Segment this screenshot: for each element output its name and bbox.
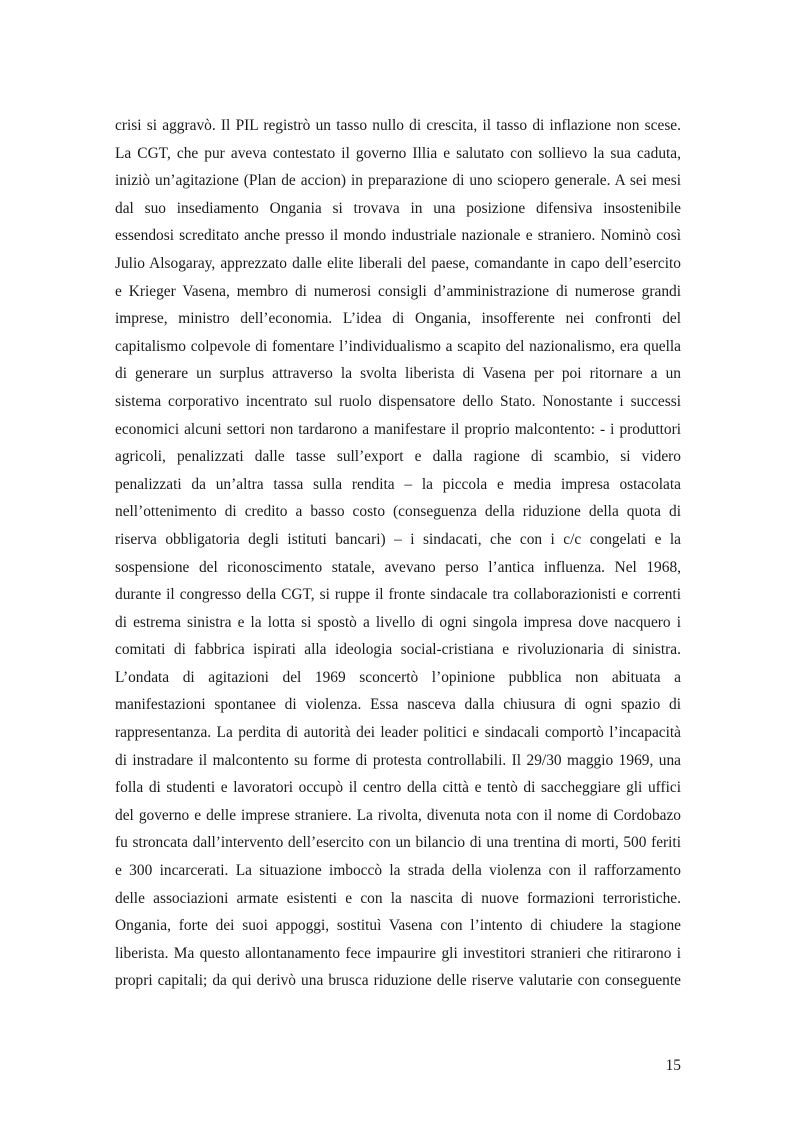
- text-line: del governo e delle imprese straniere. La rivolta, divenuta nota con il nome di Cordobazo: [115, 806, 681, 824]
- text-line: imprese, ministro dell’economia. L’idea di Ongania, insofferente nei confronti del: [115, 310, 681, 328]
- text-line: essendosi screditato anche presso il mondo industriale nazionale e straniero. Nominò così: [115, 227, 681, 245]
- text-line: dal suo insediamento Ongania si trovava in una posizione difensiva insostenibile: [115, 199, 681, 217]
- text-line: La CGT, che pur aveva contestato il governo Illia e salutato con sollievo la sua caduta,: [115, 144, 681, 162]
- text-line: di instradare il malcontento su forme di protesta controllabili. Il 29/30 maggio 1969, una: [115, 751, 681, 769]
- text-line: liberista. Ma questo allontanamento fece impaurire gli investitori stranieri che ritirarono i: [115, 944, 681, 962]
- text-line: sospensione del riconoscimento statale, avevano perso l’antica influenza. Nel 1968,: [115, 558, 681, 576]
- text-line: capitalismo colpevole di fomentare l’individualismo a scapito del nazionalismo, era quella: [115, 337, 681, 355]
- text-line: e 300 incarcerati. La situazione imboccò la strada della violenza con il rafforzamento: [115, 862, 681, 880]
- text-line: L’ondata di agitazioni del 1969 sconcertò l’opinione pubblica non abituata a: [115, 668, 681, 686]
- text-line: sistema corporativo incentrato sul ruolo dispensatore dello Stato. Nonostante i successi: [115, 392, 681, 410]
- text-line: delle associazioni armate esistenti e con la nascita di nuove formazioni terroristiche.: [115, 889, 681, 907]
- body-paragraph: [115, 112, 681, 995]
- text-line: di generare un surplus attraverso la svolta liberista di Vasena per poi ritornare a un: [115, 365, 681, 383]
- text-line: agricoli, penalizzati dalle tasse sull’export e dalla ragione di scambio, si videro: [115, 448, 681, 466]
- text-line: propri capitali; da qui derivò una brusca riduzione delle riserve valutarie con conseguente: [115, 972, 681, 990]
- text-line: di estrema sinistra e la lotta si spostò a livello di ogni singola impresa dove nacquero i: [115, 613, 681, 631]
- text-line: nell’ottenimento di credito a basso costo (conseguenza della riduzione della quota di: [115, 503, 681, 521]
- text-line: crisi si aggravò. Il PIL registrò un tasso nullo di crescita, il tasso di inflazione non scese.: [115, 117, 681, 134]
- text-line: comitati di fabbrica ispirati alla ideologia social-cristiana e rivoluzionaria di sinistra.: [115, 641, 681, 659]
- text-line: riserva obbligatoria degli istituti bancari) – i sindacati, che con i c/c congelati e la: [115, 530, 681, 548]
- text-line: durante il congresso della CGT, si ruppe il fronte sindacale tra collaborazionisti e correnti: [115, 586, 681, 604]
- text-line: fu stroncata dall’intervento dell’esercito con un bilancio di una trentina di morti, 500 feriti: [115, 834, 681, 852]
- page-number: 15: [665, 1057, 681, 1074]
- text-line: iniziò un’agitazione (Plan de accion) in preparazione di uno sciopero generale. A sei mesi: [115, 172, 681, 190]
- text-line: Ongania, forte dei suoi appoggi, sostituì Vasena con l’intento di chiudere la stagione: [115, 917, 681, 935]
- text-line: e Krieger Vasena, membro di numerosi consigli d’amministrazione di numerose grandi: [115, 282, 681, 300]
- text-line: economici alcuni settori non tardarono a manifestare il proprio malcontento: - i produttori: [115, 420, 681, 438]
- text-line: penalizzati da un’altra tassa sulla rendita – la piccola e media impresa ostacolata: [115, 475, 681, 493]
- text-line: Julio Alsogaray, apprezzato dalle elite liberali del paese, comandante in capo dell’esercito: [115, 254, 681, 272]
- text-line: rappresentanza. La perdita di autorità dei leader politici e sindacali comportò l’incapacità: [115, 724, 681, 742]
- text-line: folla di studenti e lavoratori occupò il centro della città e tentò di saccheggiare gli uffici: [115, 779, 681, 797]
- text-line: manifestazioni spontanee di violenza. Essa nasceva dalla chiusura di ogni spazio di: [115, 696, 681, 714]
